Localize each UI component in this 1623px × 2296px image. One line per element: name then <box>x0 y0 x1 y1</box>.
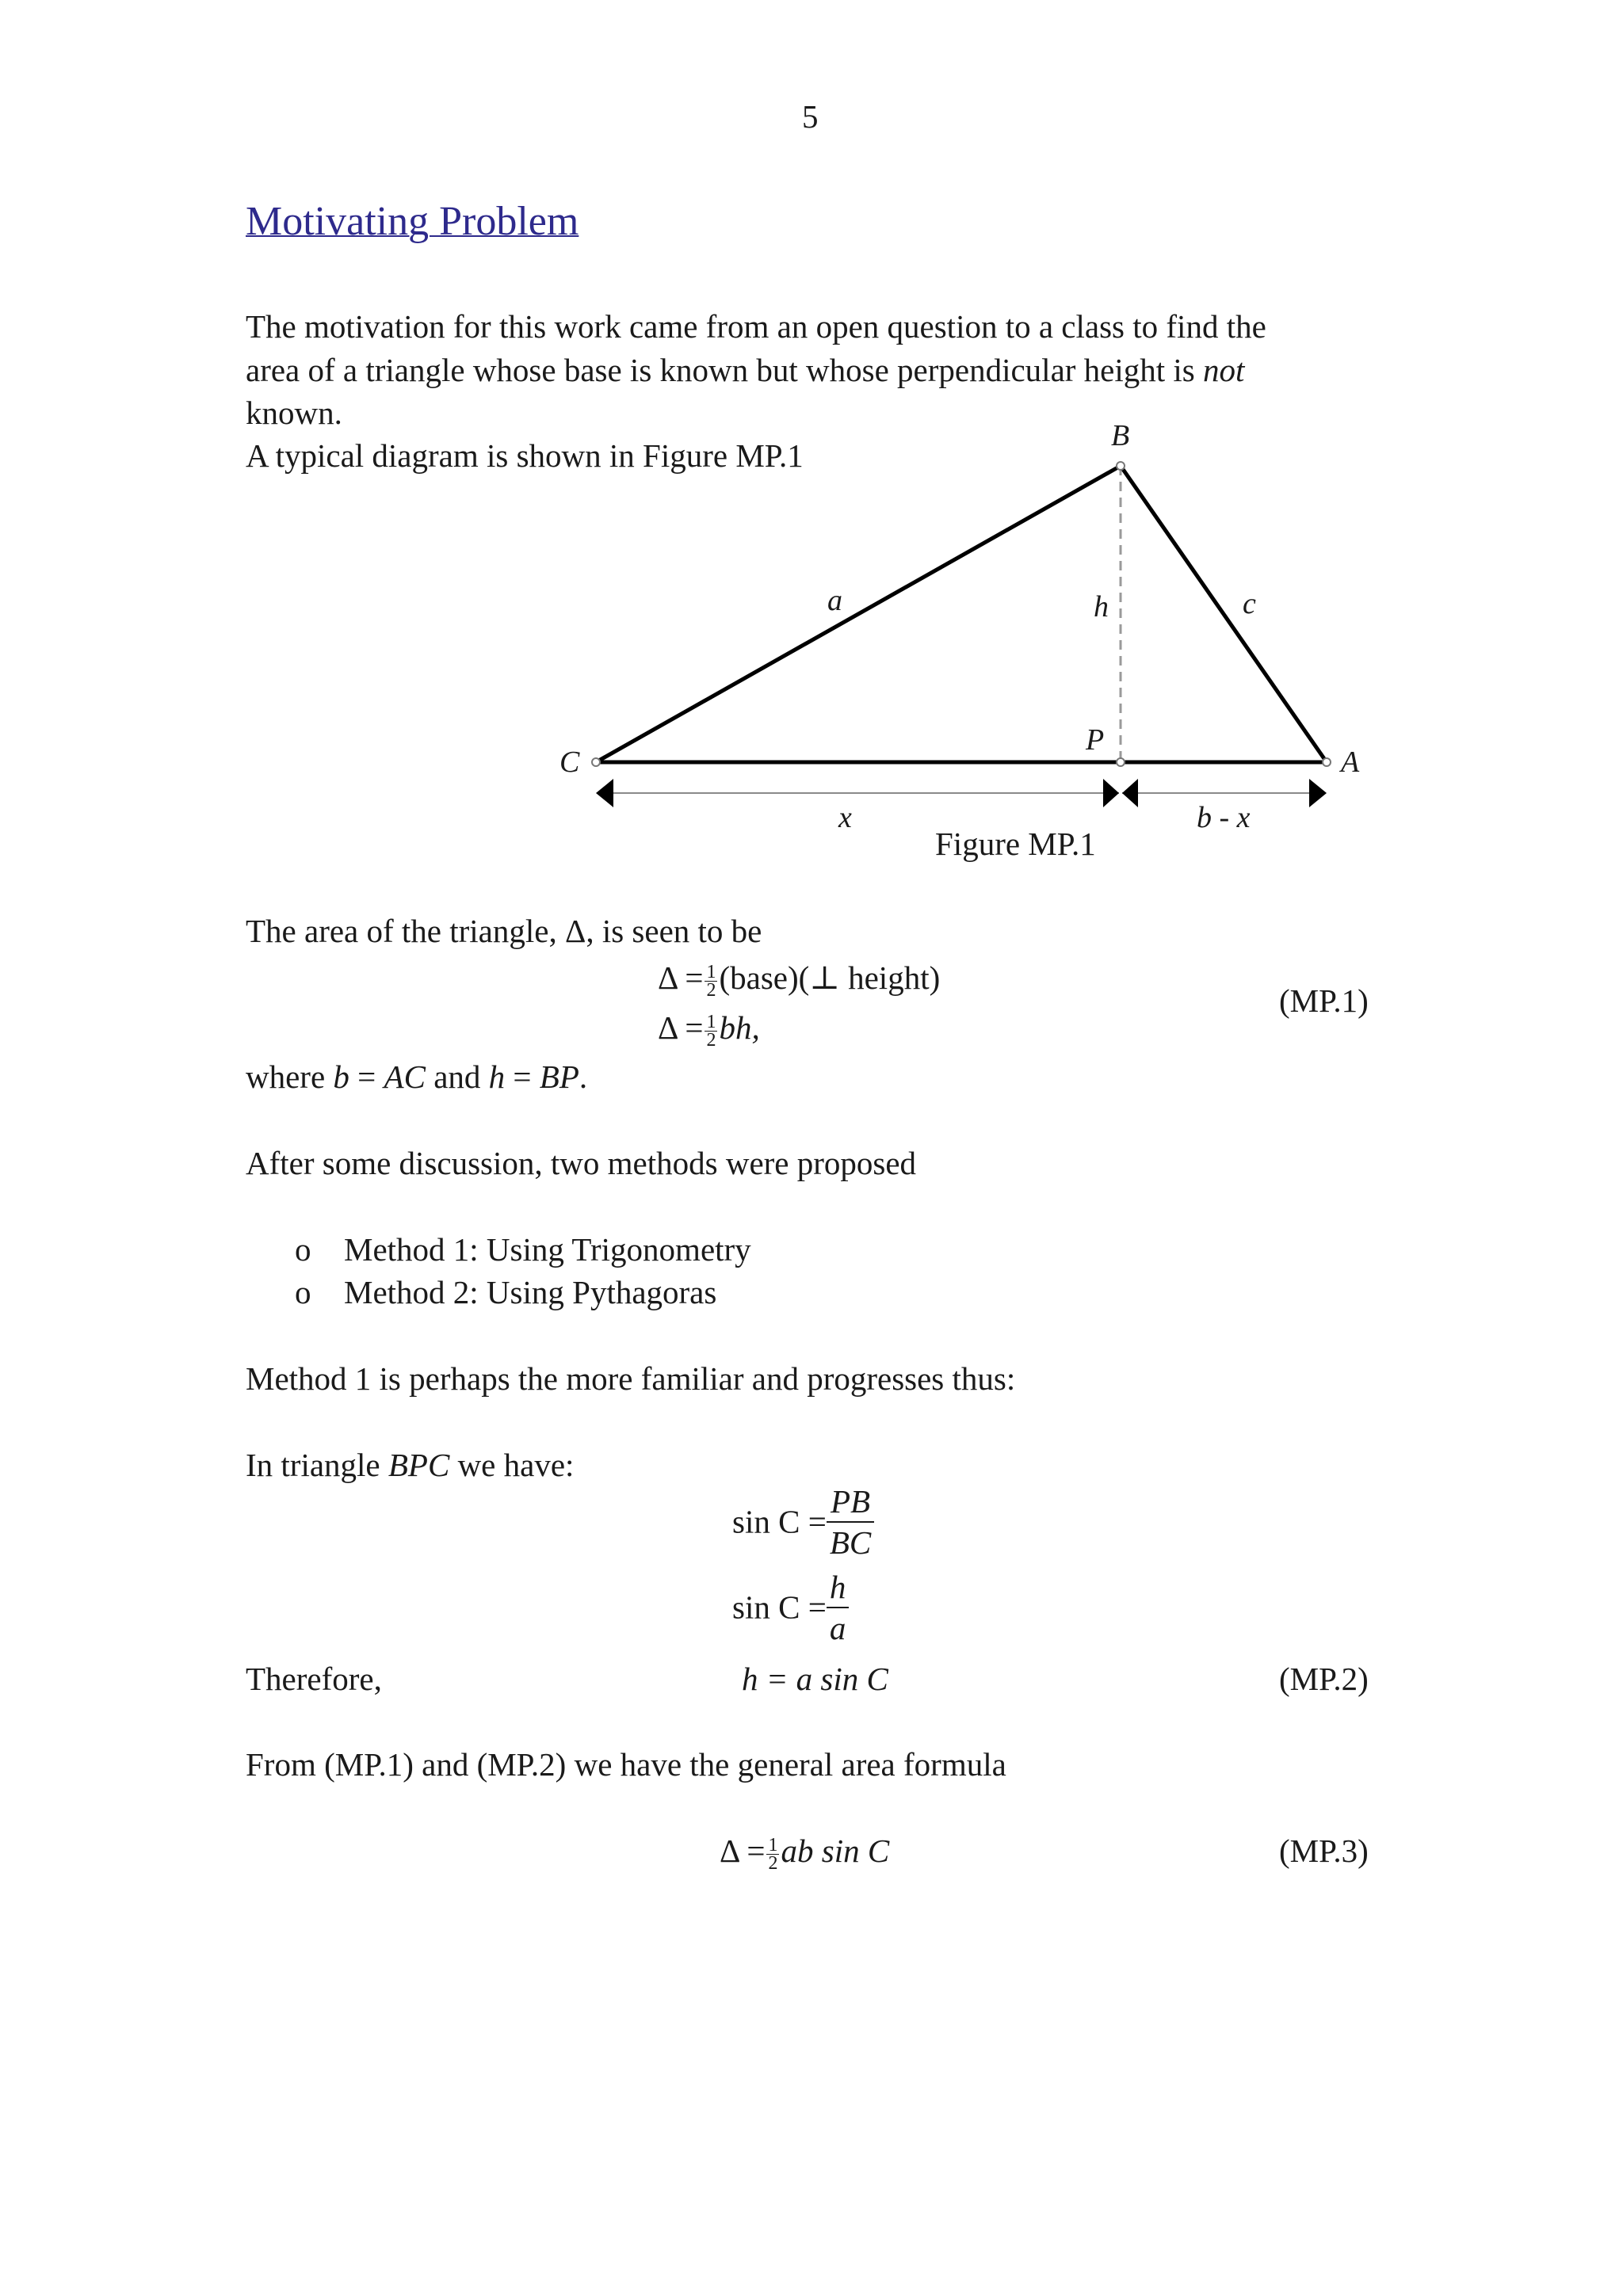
page-number: 5 <box>802 98 819 135</box>
section-heading: Motivating Problem <box>246 199 579 244</box>
label-h: h <box>1094 590 1109 624</box>
method-1-item: Method 1: Using Trigonometry <box>344 1231 751 1268</box>
dim-arrow-right <box>1309 779 1327 807</box>
vertex-c-dot <box>592 758 600 766</box>
label-b-minus-x: b - x <box>1197 801 1251 834</box>
label-side-a: a <box>827 584 842 617</box>
intro-line-1: The motivation for this work came from an open question to a class to find the <box>246 308 1266 345</box>
half-fraction: $\frac{1}{2}$ <box>768 1835 778 1875</box>
label-b: B <box>1111 419 1130 452</box>
side-a <box>596 466 1121 762</box>
method1-intro: Method 1 is perhaps the more familiar and progresses thus: <box>246 1360 1016 1397</box>
where-line: where b = AC and h = BP. <box>246 1058 588 1095</box>
side-c <box>1121 466 1327 762</box>
fraction-pb-bc: $\frac{PB}{BC}$ <box>827 1482 874 1562</box>
equation-area-2: Δ = $\frac{1}{2}$ bh, <box>658 1009 760 1051</box>
equation-area-1: Δ = $\frac{1}{2}$ (base)(⊥ height) <box>658 959 941 1001</box>
fraction-h-a: $\frac{h}{a}$ <box>827 1567 850 1648</box>
label-a-vertex: A <box>1341 746 1360 779</box>
label-p: P <box>1086 723 1105 757</box>
dim-arrow-p-right <box>1122 779 1138 807</box>
vertex-a-dot <box>1323 758 1331 766</box>
label-c-vertex: C <box>559 746 580 779</box>
emphasis-not: not <box>1203 352 1245 388</box>
area-lead: The area of the triangle, Δ, is seen to be <box>246 913 762 949</box>
equation-general: Δ = $\frac{1}{2}$ ab sin C <box>720 1833 890 1875</box>
intro-line-2: area of a triangle whose base is known but whose perpendicular height is not <box>246 352 1245 388</box>
equation-tag-mp1: (MP.1) <box>1279 982 1369 1019</box>
methods-lead: After some discussion, two methods were proposed <box>246 1145 917 1181</box>
triangle-figure <box>0 0 1623 887</box>
intro-line-3: known. <box>246 395 342 431</box>
equation-tag-mp3: (MP.3) <box>1279 1833 1369 1869</box>
equation-sin-1: sin C = $\frac{PB}{BC}$ <box>732 1482 874 1562</box>
general-lead: From (MP.1) and (MP.2) we have the general area formula <box>246 1746 1006 1783</box>
equation-h: h = a sin C <box>742 1661 888 1697</box>
method-bullet: o <box>295 1231 311 1268</box>
dim-arrow-p-left <box>1103 779 1119 807</box>
label-x: x <box>838 801 852 834</box>
equation-tag-mp2: (MP.2) <box>1279 1661 1369 1697</box>
intro-line-4: A typical diagram is shown in Figure MP.1 <box>246 437 804 474</box>
label-side-c: c <box>1243 587 1256 620</box>
trig-lead: In triangle BPC we have: <box>246 1447 575 1483</box>
half-fraction: $\frac{1}{2}$ <box>706 962 716 1001</box>
foot-p-dot <box>1117 758 1125 766</box>
method-2-item: Method 2: Using Pythagoras <box>344 1274 717 1310</box>
dim-arrow-left <box>596 779 613 807</box>
method-bullet: o <box>295 1274 311 1310</box>
vertex-b-dot <box>1117 462 1125 470</box>
equation-sin-2: sin C = $\frac{h}{a}$ <box>732 1567 849 1648</box>
half-fraction: $\frac{1}{2}$ <box>706 1012 716 1051</box>
therefore-label: Therefore, <box>246 1661 382 1697</box>
figure-caption: Figure MP.1 <box>935 826 1096 862</box>
